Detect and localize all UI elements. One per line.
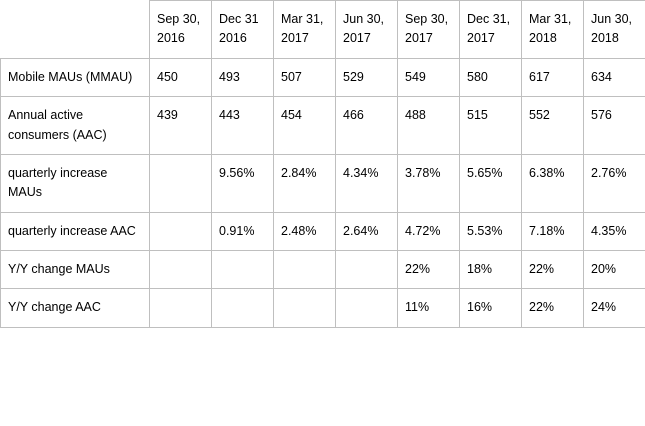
- cell-qoq-maus-mar-2018: 6.38%: [522, 154, 584, 212]
- cell-yy-aac-jun-2017: [336, 289, 398, 327]
- table-row: [1, 251, 645, 289]
- row-label-quarterly-increase-aac: quarterly increase AAC: [1, 212, 150, 250]
- column-header-mar-2017: Mar 31, 2017: [274, 1, 336, 59]
- cell-mobile-maus-mar-2018: 617: [522, 58, 584, 96]
- table-row: [1, 289, 645, 327]
- cell-yy-aac-dec-2016: [212, 289, 274, 327]
- table-row: [1, 212, 645, 250]
- column-header-jun-2017: Jun 30, 2017: [336, 1, 398, 59]
- row-label-annual-active-consumers: Annual active consumers (AAC): [1, 97, 150, 155]
- table-header-row: [1, 1, 645, 59]
- column-header-sep-2017: Sep 30, 2017: [398, 1, 460, 59]
- column-header-dec-2016: Dec 31 2016: [212, 1, 274, 59]
- cell-mobile-maus-dec-2016: 493: [212, 58, 274, 96]
- cell-yy-aac-mar-2017: [274, 289, 336, 327]
- cell-qoq-maus-sep-2016: [150, 154, 212, 212]
- cell-qoq-aac-sep-2016: [150, 212, 212, 250]
- cell-yy-maus-sep-2017: 22%: [398, 251, 460, 289]
- cell-qoq-maus-jun-2018: 2.76%: [584, 154, 645, 212]
- cell-mobile-maus-sep-2017: 549: [398, 58, 460, 96]
- cell-yy-aac-mar-2018: 22%: [522, 289, 584, 327]
- row-label-yy-change-aac: Y/Y change AAC: [1, 289, 150, 327]
- table-row: [1, 58, 645, 96]
- cell-aac-jun-2018: 576: [584, 97, 645, 155]
- cell-qoq-aac-sep-2017: 4.72%: [398, 212, 460, 250]
- cell-yy-aac-jun-2018: 24%: [584, 289, 645, 327]
- cell-qoq-aac-jun-2017: 2.64%: [336, 212, 398, 250]
- cell-aac-dec-2016: 443: [212, 97, 274, 155]
- cell-qoq-aac-dec-2016: 0.91%: [212, 212, 274, 250]
- row-label-mobile-maus: Mobile MAUs (MMAU): [1, 58, 150, 96]
- cell-aac-dec-2017: 515: [460, 97, 522, 155]
- cell-mobile-maus-dec-2017: 580: [460, 58, 522, 96]
- cell-yy-maus-sep-2016: [150, 251, 212, 289]
- column-header-mar-2018: Mar 31, 2018: [522, 1, 584, 59]
- cell-qoq-maus-dec-2016: 9.56%: [212, 154, 274, 212]
- table-corner-cell: [1, 1, 150, 59]
- cell-qoq-aac-dec-2017: 5.53%: [460, 212, 522, 250]
- cell-mobile-maus-jun-2017: 529: [336, 58, 398, 96]
- cell-yy-maus-dec-2016: [212, 251, 274, 289]
- cell-qoq-maus-sep-2017: 3.78%: [398, 154, 460, 212]
- cell-yy-aac-dec-2017: 16%: [460, 289, 522, 327]
- column-header-jun-2018: Jun 30, 2018: [584, 1, 645, 59]
- cell-yy-aac-sep-2017: 11%: [398, 289, 460, 327]
- cell-yy-maus-mar-2017: [274, 251, 336, 289]
- cell-qoq-aac-jun-2018: 4.35%: [584, 212, 645, 250]
- column-header-sep-2016: Sep 30, 2016: [150, 1, 212, 59]
- cell-qoq-maus-mar-2017: 2.84%: [274, 154, 336, 212]
- table-row: [1, 97, 645, 155]
- column-header-dec-2017: Dec 31, 2017: [460, 1, 522, 59]
- cell-aac-jun-2017: 466: [336, 97, 398, 155]
- cell-yy-maus-jun-2018: 20%: [584, 251, 645, 289]
- cell-qoq-maus-dec-2017: 5.65%: [460, 154, 522, 212]
- cell-aac-sep-2016: 439: [150, 97, 212, 155]
- cell-yy-aac-sep-2016: [150, 289, 212, 327]
- cell-qoq-maus-jun-2017: 4.34%: [336, 154, 398, 212]
- cell-aac-mar-2017: 454: [274, 97, 336, 155]
- cell-yy-maus-mar-2018: 22%: [522, 251, 584, 289]
- cell-qoq-aac-mar-2017: 2.48%: [274, 212, 336, 250]
- cell-mobile-maus-jun-2018: 634: [584, 58, 645, 96]
- cell-aac-sep-2017: 488: [398, 97, 460, 155]
- row-label-yy-change-maus: Y/Y change MAUs: [1, 251, 150, 289]
- cell-mobile-maus-sep-2016: 450: [150, 58, 212, 96]
- cell-yy-maus-jun-2017: [336, 251, 398, 289]
- cell-mobile-maus-mar-2017: 507: [274, 58, 336, 96]
- cell-yy-maus-dec-2017: 18%: [460, 251, 522, 289]
- cell-aac-mar-2018: 552: [522, 97, 584, 155]
- cell-qoq-aac-mar-2018: 7.18%: [522, 212, 584, 250]
- table-row: [1, 154, 645, 212]
- row-label-quarterly-increase-maus: quarterly increase MAUs: [1, 154, 150, 212]
